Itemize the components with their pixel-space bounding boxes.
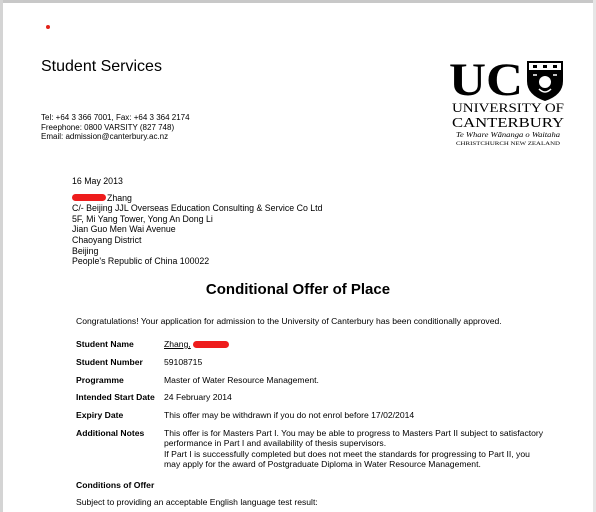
student-number-label: Student Number (76, 357, 143, 367)
student-name-value (164, 339, 229, 349)
logo-maori: Te Whare Wānanga o Waitaha (456, 131, 561, 139)
start-date-label: Intended Start Date (76, 392, 155, 402)
notes-line: performance in Part I and availability of thesis supervisors. (164, 438, 387, 449)
address-line: Jian Guo Men Wai Avenue (72, 224, 176, 235)
additional-notes-value (164, 428, 543, 470)
address-line: C/- Beijing JJL Overseas Education Consulting & Service Co Ltd (72, 203, 323, 214)
contact-freephone: Freephone: 0800 VARSITY (827 748) (41, 122, 175, 132)
department-name: Student Services (41, 58, 162, 75)
notes-line: If Part I is successfully completed but does not meet the standards for progressing to Part II, you (164, 448, 530, 459)
letter-date: 16 May 2013 (72, 176, 123, 186)
logo-line-2: CANTERBURY (452, 116, 564, 131)
document-title: Conditional Offer of Place (205, 281, 391, 298)
student-number-value: 59108715 (164, 357, 203, 367)
expiry-date-value: This offer may be withdrawn if you do not enrol before 17/02/2014 (164, 410, 415, 420)
redacted-given-name (193, 341, 229, 348)
notes-line: may apply for the award of Postgraduate Diploma in Water Resource Management. (164, 459, 481, 470)
expiry-date-label: Expiry Date (76, 410, 124, 420)
congratulations-text: Congratulations! Your application for admission to the University of Canterbury has been conditionally approved. (76, 316, 502, 326)
window-left-border (0, 0, 3, 512)
window-top-border (0, 0, 596, 3)
address-line: 5F, Mi Yang Tower, Yong An Dong Li (72, 213, 213, 224)
recipient-name (72, 193, 323, 204)
redacted-given-name (72, 194, 106, 201)
crest-icon (527, 61, 563, 101)
conditions-intro: Subject to providing an acceptable English language test result: (76, 497, 318, 507)
red-marker-dot (46, 25, 50, 29)
programme-label: Programme (76, 375, 124, 385)
student-name-label: Student Name (76, 339, 134, 349)
letter-address-block (72, 176, 323, 267)
address-line: People's Republic of China 100022 (72, 256, 210, 267)
contact-block (41, 113, 190, 142)
additional-notes-label: Additional Notes (76, 428, 145, 438)
programme-value: Master of Water Resource Management. (164, 375, 319, 385)
logo-mark: UC (449, 55, 523, 106)
logo-city: CHRISTCHURCH NEW ZEALAND (456, 141, 561, 147)
logo-line-1: UNIVERSITY OF (452, 100, 564, 115)
notes-line: This offer is for Masters Part I. You may be able to progress to Masters Part II subject to satisfactory (164, 428, 544, 438)
address-line: Chaoyang District (72, 234, 142, 245)
address-line: Beijing (72, 245, 99, 256)
conditions-heading: Conditions of Offer (76, 480, 155, 490)
start-date-value: 24 February 2014 (164, 392, 232, 402)
student-surname: Zhang, (164, 339, 191, 349)
university-logo (449, 55, 567, 147)
recipient-surname: Zhang (107, 192, 132, 203)
contact-phone: Tel: +64 3 366 7001, Fax: +64 3 364 2174 (41, 113, 190, 122)
contact-email: Email: admission@canterbury.ac.nz (41, 132, 169, 141)
